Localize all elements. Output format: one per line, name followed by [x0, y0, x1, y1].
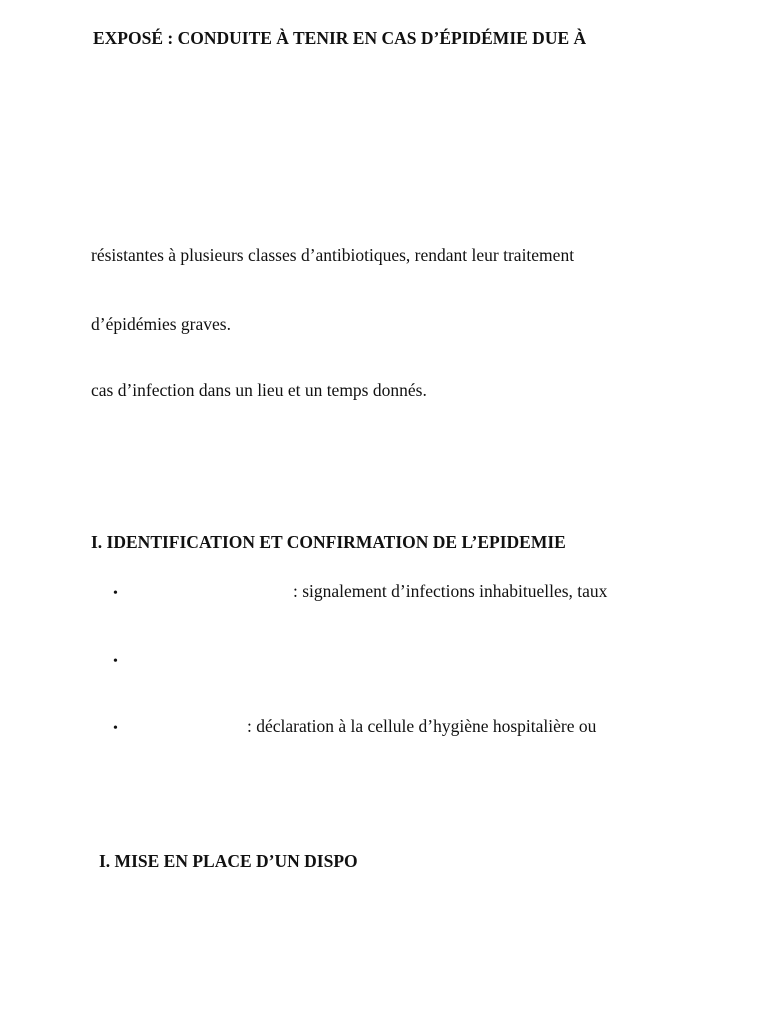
- paragraph-epidemies: d’épidémies graves.: [91, 314, 231, 334]
- bullet-marker: •: [113, 586, 118, 601]
- bullet-marker: •: [113, 654, 118, 669]
- paragraph-cas-infection: cas d’infection dans un lieu et un temps donnés.: [91, 380, 427, 400]
- section-heading-identification: I. IDENTIFICATION ET CONFIRMATION DE L’EPIDEMIE: [91, 532, 566, 552]
- bullet-text-signalement: : signalement d’infections inhabituelles, taux: [293, 581, 608, 601]
- paragraph-resistantes: résistantes à plusieurs classes d’antibiotiques, rendant leur traitement: [91, 245, 575, 265]
- document-title: EXPOSÉ : CONDUITE À TENIR EN CAS D’ÉPIDÉMIE DUE À: [93, 28, 587, 48]
- bullet-marker: •: [113, 721, 118, 736]
- bullet-text-declaration: : déclaration à la cellule d’hygiène hospitalière ou: [247, 716, 597, 736]
- section-heading-dispositif: I. MISE EN PLACE D’UN DISPO: [99, 851, 358, 871]
